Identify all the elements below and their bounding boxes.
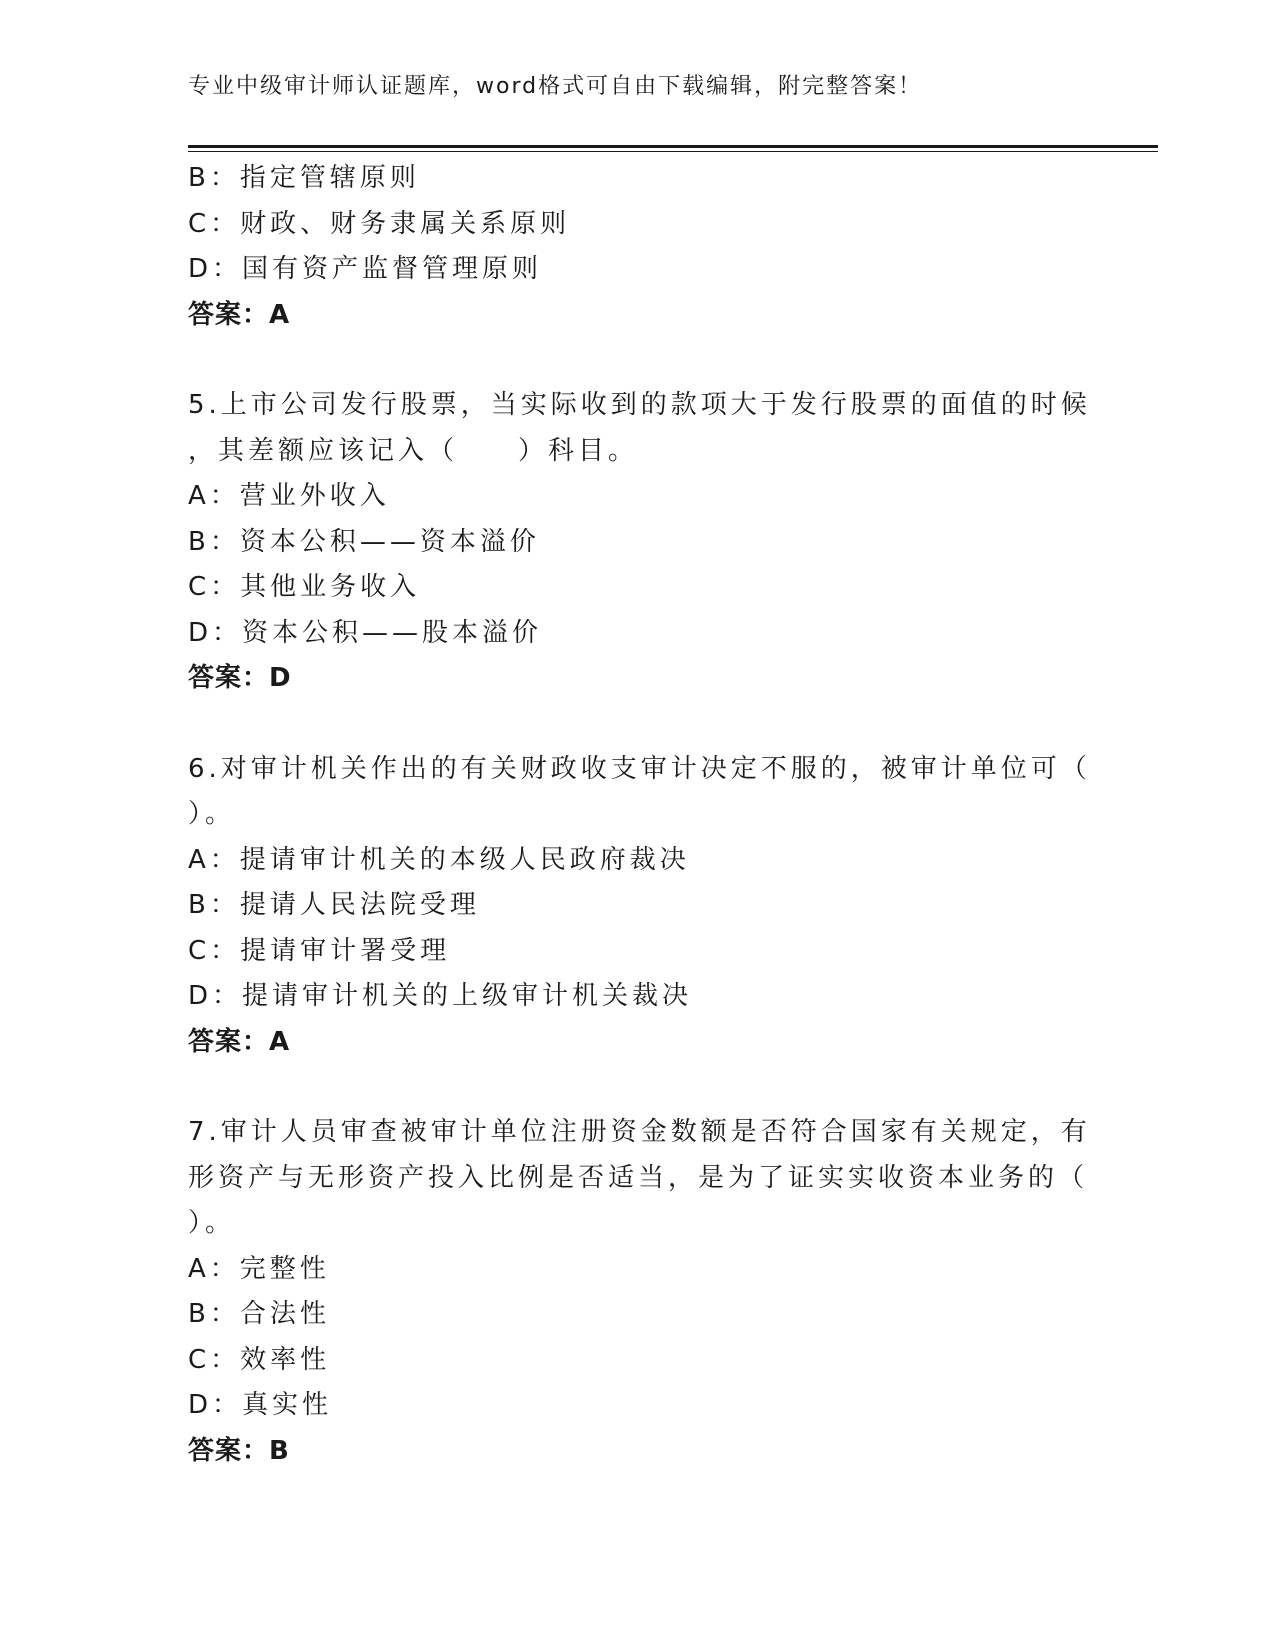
- option-line: C：效率性: [188, 1344, 331, 1375]
- option-line: C：提请审计署受理: [188, 935, 451, 966]
- option-line: C：财政、财务隶属关系原则: [188, 208, 571, 239]
- question-text: ）。: [188, 1208, 236, 1238]
- option-line: A：营业外收入: [188, 481, 390, 511]
- option-line: D：资本公积——股本溢价: [188, 617, 543, 648]
- answer-line: 答案：B: [188, 1435, 290, 1466]
- option-line: D：提请审计机关的上级审计机关裁决: [188, 981, 693, 1011]
- page-header: 专业中级审计师认证题库，word格式可自由下载编辑，附完整答案！: [188, 74, 923, 99]
- question-content: [188, 156, 1091, 1474]
- option-line: C：其他业务收入: [188, 572, 421, 602]
- question-text: ，其差额应该记入（ ）科目。: [188, 435, 639, 466]
- question-text: 5.上市公司发行股票，当实际收到的款项大于发行股票的面值的时候: [188, 390, 1091, 420]
- question-block-5: [188, 383, 1091, 702]
- header-divider: [188, 145, 1158, 152]
- question-block-7: [188, 1110, 1091, 1474]
- option-line: A：完整性: [188, 1253, 330, 1284]
- answer-line: 答案：A: [188, 1026, 291, 1057]
- option-line: B：合法性: [188, 1299, 330, 1329]
- question-text: 形资产与无形资产投入比例是否适当，是为了证实实收资本业务的（: [188, 1162, 1089, 1193]
- option-line: B：资本公积——资本溢价: [188, 526, 540, 557]
- option-line: A：提请审计机关的本级人民政府裁决: [188, 844, 690, 875]
- option-line: B：提请人民法院受理: [188, 890, 480, 920]
- option-line: D：真实性: [188, 1390, 333, 1420]
- spacer: [188, 338, 1068, 383]
- spacer: [188, 702, 1068, 747]
- question-text: 7.审计人员审查被审计单位注册资金数额是否符合国家有关规定，有: [188, 1117, 1091, 1147]
- question-text: ）。: [188, 799, 236, 829]
- option-line: B：指定管辖原则: [188, 163, 420, 193]
- option-line: D：国有资产监督管理原则: [188, 254, 543, 284]
- spacer: [188, 1065, 1068, 1110]
- question-block-6: [188, 747, 1091, 1066]
- question-text: 6.对审计机关作出的有关财政收支审计决定不服的，被审计单位可（: [188, 753, 1091, 784]
- question-block-4: [188, 156, 1068, 338]
- answer-line: 答案：A: [188, 299, 291, 330]
- answer-line: 答案：D: [188, 663, 292, 693]
